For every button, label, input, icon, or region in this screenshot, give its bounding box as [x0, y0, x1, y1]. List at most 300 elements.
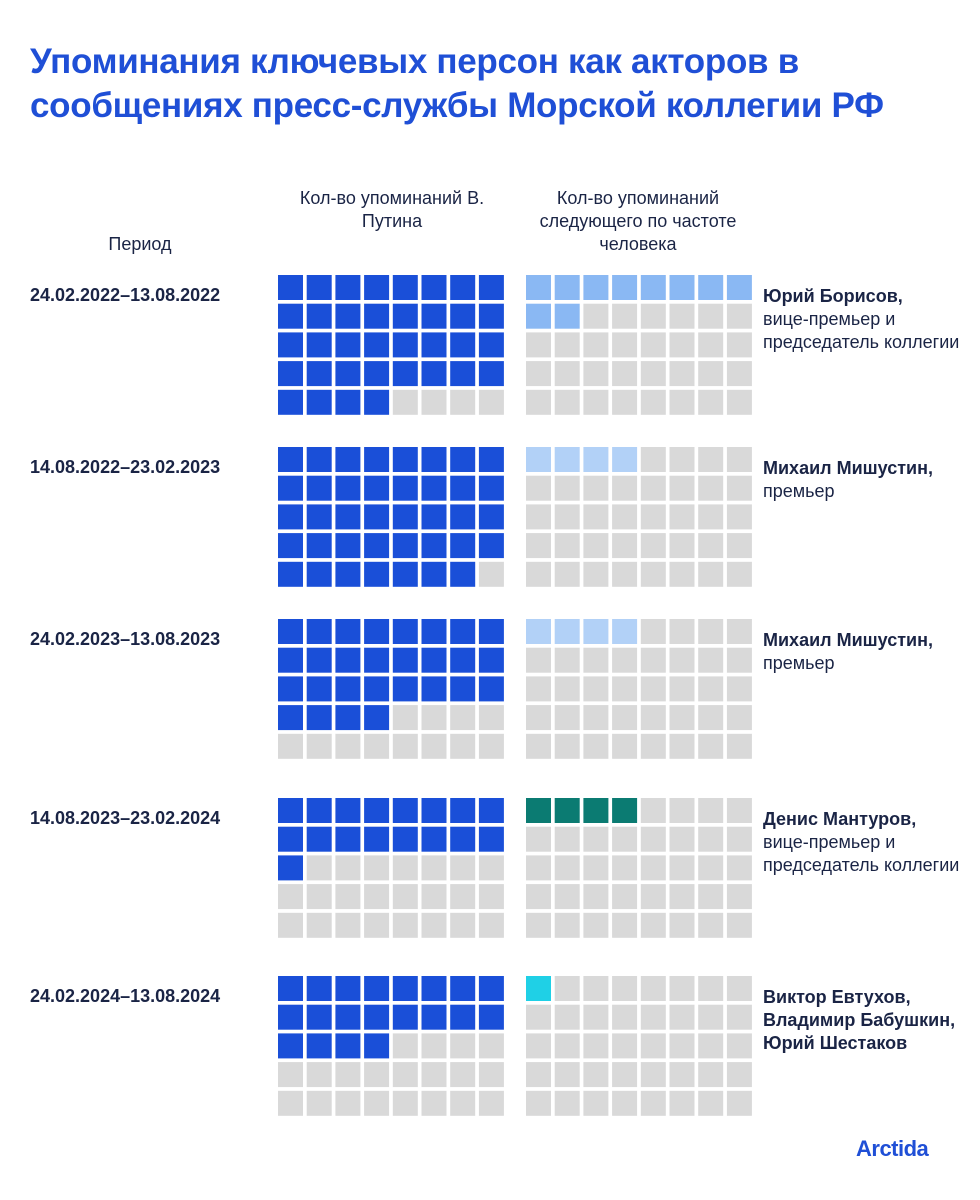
empty-cell	[670, 361, 695, 386]
empty-cell	[555, 390, 580, 415]
empty-cell	[641, 676, 666, 701]
putin-mention-cell	[335, 390, 360, 415]
empty-cell	[422, 390, 447, 415]
empty-cell	[670, 562, 695, 587]
empty-cell	[364, 855, 389, 880]
putin-mention-cell	[450, 447, 475, 472]
next-mention-cell	[583, 447, 608, 472]
empty-cell	[727, 390, 752, 415]
empty-cell	[612, 304, 637, 329]
empty-cell	[670, 913, 695, 938]
empty-cell	[727, 332, 752, 357]
putin-mention-cell	[364, 676, 389, 701]
putin-mention-cell	[278, 562, 303, 587]
putin-mention-cell	[335, 304, 360, 329]
empty-cell	[583, 976, 608, 1001]
putin-waffle	[278, 447, 504, 587]
putin-mention-cell	[364, 533, 389, 558]
putin-mention-cell	[422, 619, 447, 644]
putin-mention-cell	[422, 533, 447, 558]
empty-cell	[641, 304, 666, 329]
putin-waffle	[278, 619, 504, 759]
empty-cell	[612, 913, 637, 938]
empty-cell	[612, 976, 637, 1001]
putin-mention-cell	[364, 447, 389, 472]
putin-mention-cell	[335, 827, 360, 852]
empty-cell	[612, 390, 637, 415]
empty-cell	[641, 447, 666, 472]
putin-mention-cell	[393, 619, 418, 644]
empty-cell	[526, 504, 551, 529]
putin-mention-cell	[307, 798, 332, 823]
empty-cell	[727, 562, 752, 587]
putin-mention-cell	[335, 361, 360, 386]
empty-cell	[555, 533, 580, 558]
putin-mention-cell	[450, 648, 475, 673]
empty-cell	[641, 1091, 666, 1116]
putin-mention-cell	[422, 798, 447, 823]
putin-mention-cell	[479, 447, 504, 472]
empty-cell	[641, 332, 666, 357]
empty-cell	[583, 1091, 608, 1116]
putin-mention-cell	[278, 798, 303, 823]
next-person-waffle	[526, 798, 752, 938]
next-mention-cell	[612, 798, 637, 823]
putin-mention-cell	[278, 304, 303, 329]
empty-cell	[335, 1062, 360, 1087]
putin-mention-cell	[278, 332, 303, 357]
putin-mention-cell	[307, 827, 332, 852]
empty-cell	[698, 705, 723, 730]
empty-cell	[583, 648, 608, 673]
empty-cell	[641, 827, 666, 852]
empty-cell	[307, 884, 332, 909]
empty-cell	[612, 855, 637, 880]
putin-mention-cell	[450, 504, 475, 529]
empty-cell	[555, 1062, 580, 1087]
empty-cell	[612, 504, 637, 529]
empty-cell	[526, 734, 551, 759]
putin-mention-cell	[278, 1033, 303, 1058]
empty-cell	[727, 827, 752, 852]
putin-mention-cell	[393, 332, 418, 357]
putin-mention-cell	[335, 562, 360, 587]
empty-cell	[555, 504, 580, 529]
next-mention-cell	[583, 275, 608, 300]
putin-mention-cell	[278, 447, 303, 472]
empty-cell	[641, 798, 666, 823]
putin-mention-cell	[364, 361, 389, 386]
putin-mention-cell	[335, 533, 360, 558]
empty-cell	[583, 913, 608, 938]
putin-mention-cell	[307, 676, 332, 701]
putin-mention-cell	[479, 275, 504, 300]
next-person-waffle	[526, 976, 752, 1116]
putin-mention-cell	[278, 476, 303, 501]
putin-mention-cell	[307, 533, 332, 558]
putin-mention-cell	[278, 855, 303, 880]
empty-cell	[307, 855, 332, 880]
empty-cell	[335, 913, 360, 938]
person-role: премьер	[763, 653, 835, 673]
empty-cell	[422, 913, 447, 938]
empty-cell	[583, 533, 608, 558]
chart-title: Упоминания ключевых персон как акторов в сообщениях пресс-службы Морской коллегии РФ	[30, 42, 884, 125]
empty-cell	[393, 913, 418, 938]
empty-cell	[583, 332, 608, 357]
putin-mention-cell	[422, 648, 447, 673]
putin-mention-cell	[450, 562, 475, 587]
putin-mention-cell	[364, 648, 389, 673]
empty-cell	[278, 913, 303, 938]
putin-mention-cell	[393, 447, 418, 472]
empty-cell	[670, 1005, 695, 1030]
putin-mention-cell	[393, 798, 418, 823]
putin-mention-cell	[479, 676, 504, 701]
putin-mention-cell	[450, 676, 475, 701]
empty-cell	[698, 390, 723, 415]
empty-cell	[583, 1033, 608, 1058]
empty-cell	[727, 504, 752, 529]
empty-cell	[526, 476, 551, 501]
empty-cell	[450, 1062, 475, 1087]
empty-cell	[422, 705, 447, 730]
putin-mention-cell	[364, 275, 389, 300]
empty-cell	[727, 976, 752, 1001]
empty-cell	[670, 648, 695, 673]
putin-mention-cell	[335, 476, 360, 501]
empty-cell	[698, 648, 723, 673]
next-mention-cell	[612, 619, 637, 644]
person-name: Михаил Мишустин,	[763, 458, 933, 478]
empty-cell	[393, 390, 418, 415]
next-mention-cell	[583, 798, 608, 823]
empty-cell	[393, 1062, 418, 1087]
putin-mention-cell	[278, 619, 303, 644]
empty-cell	[641, 884, 666, 909]
empty-cell	[698, 304, 723, 329]
person-name: Денис Мантуров,	[763, 809, 917, 829]
empty-cell	[450, 390, 475, 415]
empty-cell	[670, 332, 695, 357]
empty-cell	[670, 504, 695, 529]
empty-cell	[583, 884, 608, 909]
empty-cell	[698, 827, 723, 852]
putin-mention-cell	[393, 676, 418, 701]
empty-cell	[670, 619, 695, 644]
header-putin-mentions: Кол-во упоминаний В. Путина	[299, 188, 485, 231]
empty-cell	[670, 1033, 695, 1058]
putin-mention-cell	[393, 562, 418, 587]
empty-cell	[555, 734, 580, 759]
putin-mention-cell	[422, 447, 447, 472]
empty-cell	[555, 913, 580, 938]
putin-waffle	[278, 976, 504, 1116]
empty-cell	[698, 332, 723, 357]
empty-cell	[727, 476, 752, 501]
empty-cell	[612, 884, 637, 909]
next-mention-cell	[612, 275, 637, 300]
empty-cell	[698, 1005, 723, 1030]
empty-cell	[450, 734, 475, 759]
empty-cell	[555, 855, 580, 880]
next-mention-cell	[526, 619, 551, 644]
putin-mention-cell	[422, 976, 447, 1001]
empty-cell	[641, 1062, 666, 1087]
empty-cell	[479, 855, 504, 880]
empty-cell	[364, 734, 389, 759]
putin-mention-cell	[335, 705, 360, 730]
empty-cell	[698, 1062, 723, 1087]
empty-cell	[583, 361, 608, 386]
empty-cell	[555, 332, 580, 357]
putin-mention-cell	[307, 1005, 332, 1030]
empty-cell	[727, 1091, 752, 1116]
putin-waffle	[278, 275, 504, 415]
empty-cell	[555, 648, 580, 673]
empty-cell	[727, 798, 752, 823]
empty-cell	[698, 447, 723, 472]
putin-mention-cell	[364, 504, 389, 529]
putin-mention-cell	[450, 361, 475, 386]
empty-cell	[670, 533, 695, 558]
empty-cell	[698, 976, 723, 1001]
putin-mention-cell	[393, 533, 418, 558]
putin-mention-cell	[364, 476, 389, 501]
putin-mention-cell	[479, 361, 504, 386]
header-period: Период	[108, 234, 172, 254]
putin-mention-cell	[479, 476, 504, 501]
empty-cell	[727, 676, 752, 701]
empty-cell	[612, 648, 637, 673]
empty-cell	[479, 562, 504, 587]
header-next-mentions: Кол-во упоминаний следующего по частоте человека	[539, 188, 737, 254]
empty-cell	[727, 648, 752, 673]
empty-cell	[670, 827, 695, 852]
empty-cell	[479, 705, 504, 730]
putin-mention-cell	[422, 304, 447, 329]
empty-cell	[335, 734, 360, 759]
putin-mention-cell	[335, 676, 360, 701]
empty-cell	[727, 447, 752, 472]
period-label: 14.08.2022–23.02.2023	[30, 457, 221, 477]
putin-mention-cell	[450, 1005, 475, 1030]
putin-mention-cell	[479, 976, 504, 1001]
empty-cell	[641, 913, 666, 938]
empty-cell	[555, 1033, 580, 1058]
empty-cell	[479, 734, 504, 759]
period-row	[0, 798, 980, 943]
putin-mention-cell	[393, 648, 418, 673]
putin-mention-cell	[393, 504, 418, 529]
empty-cell	[364, 1062, 389, 1087]
empty-cell	[727, 304, 752, 329]
next-mention-cell	[670, 275, 695, 300]
empty-cell	[698, 855, 723, 880]
putin-mention-cell	[364, 390, 389, 415]
putin-mention-cell	[450, 976, 475, 1001]
putin-mention-cell	[307, 705, 332, 730]
empty-cell	[307, 1062, 332, 1087]
empty-cell	[422, 855, 447, 880]
empty-cell	[727, 734, 752, 759]
empty-cell	[612, 562, 637, 587]
empty-cell	[698, 1091, 723, 1116]
putin-mention-cell	[479, 504, 504, 529]
putin-mention-cell	[479, 648, 504, 673]
putin-mention-cell	[450, 332, 475, 357]
putin-mention-cell	[307, 476, 332, 501]
empty-cell	[583, 855, 608, 880]
empty-cell	[612, 1033, 637, 1058]
putin-mention-cell	[422, 275, 447, 300]
period-row	[0, 619, 980, 764]
empty-cell	[479, 1091, 504, 1116]
next-mention-cell	[526, 275, 551, 300]
putin-mention-cell	[479, 1005, 504, 1030]
empty-cell	[278, 1091, 303, 1116]
empty-cell	[479, 390, 504, 415]
next-person-waffle	[526, 275, 752, 415]
putin-mention-cell	[450, 533, 475, 558]
person-label	[763, 457, 973, 503]
empty-cell	[526, 533, 551, 558]
putin-mention-cell	[278, 705, 303, 730]
person-label	[763, 986, 973, 1055]
empty-cell	[583, 676, 608, 701]
putin-mention-cell	[307, 619, 332, 644]
empty-cell	[641, 533, 666, 558]
putin-mention-cell	[393, 476, 418, 501]
empty-cell	[641, 976, 666, 1001]
empty-cell	[526, 1062, 551, 1087]
empty-cell	[612, 361, 637, 386]
empty-cell	[555, 361, 580, 386]
empty-cell	[641, 476, 666, 501]
empty-cell	[727, 1062, 752, 1087]
empty-cell	[555, 676, 580, 701]
next-mention-cell	[555, 447, 580, 472]
next-mention-cell	[583, 619, 608, 644]
empty-cell	[450, 1033, 475, 1058]
putin-mention-cell	[335, 332, 360, 357]
empty-cell	[583, 304, 608, 329]
putin-mention-cell	[278, 676, 303, 701]
empty-cell	[727, 361, 752, 386]
empty-cell	[422, 1062, 447, 1087]
putin-mention-cell	[364, 562, 389, 587]
putin-mention-cell	[364, 827, 389, 852]
empty-cell	[335, 884, 360, 909]
empty-cell	[670, 476, 695, 501]
putin-mention-cell	[450, 798, 475, 823]
next-person-waffle	[526, 619, 752, 759]
empty-cell	[670, 1062, 695, 1087]
empty-cell	[583, 390, 608, 415]
empty-cell	[727, 1005, 752, 1030]
putin-mention-cell	[393, 1005, 418, 1030]
putin-mention-cell	[393, 275, 418, 300]
putin-mention-cell	[364, 1005, 389, 1030]
putin-mention-cell	[335, 648, 360, 673]
putin-mention-cell	[364, 798, 389, 823]
empty-cell	[422, 1091, 447, 1116]
empty-cell	[698, 884, 723, 909]
empty-cell	[670, 304, 695, 329]
putin-mention-cell	[278, 275, 303, 300]
empty-cell	[583, 562, 608, 587]
putin-mention-cell	[307, 648, 332, 673]
next-mention-cell	[555, 304, 580, 329]
empty-cell	[307, 913, 332, 938]
empty-cell	[583, 1062, 608, 1087]
empty-cell	[583, 734, 608, 759]
putin-mention-cell	[422, 562, 447, 587]
empty-cell	[727, 619, 752, 644]
person-name: Юрий Борисов,	[763, 286, 903, 306]
empty-cell	[727, 884, 752, 909]
putin-mention-cell	[364, 619, 389, 644]
empty-cell	[555, 1091, 580, 1116]
next-mention-cell	[526, 798, 551, 823]
empty-cell	[450, 913, 475, 938]
empty-cell	[526, 855, 551, 880]
empty-cell	[526, 705, 551, 730]
empty-cell	[555, 562, 580, 587]
period-label: 14.08.2023–23.02.2024	[30, 808, 221, 828]
empty-cell	[555, 976, 580, 1001]
putin-mention-cell	[393, 361, 418, 386]
empty-cell	[278, 1062, 303, 1087]
putin-mention-cell	[450, 476, 475, 501]
empty-cell	[641, 562, 666, 587]
next-mention-cell	[526, 304, 551, 329]
next-mention-cell	[698, 275, 723, 300]
putin-mention-cell	[422, 361, 447, 386]
person-label	[763, 808, 973, 877]
empty-cell	[393, 705, 418, 730]
putin-mention-cell	[479, 332, 504, 357]
empty-cell	[612, 676, 637, 701]
putin-mention-cell	[278, 390, 303, 415]
empty-cell	[526, 1091, 551, 1116]
putin-mention-cell	[479, 619, 504, 644]
next-mention-cell	[526, 447, 551, 472]
empty-cell	[670, 855, 695, 880]
putin-mention-cell	[307, 390, 332, 415]
putin-mention-cell	[278, 1005, 303, 1030]
empty-cell	[479, 884, 504, 909]
empty-cell	[583, 1005, 608, 1030]
empty-cell	[555, 827, 580, 852]
empty-cell	[526, 827, 551, 852]
empty-cell	[698, 361, 723, 386]
empty-cell	[526, 390, 551, 415]
empty-cell	[727, 705, 752, 730]
empty-cell	[526, 1033, 551, 1058]
empty-cell	[526, 361, 551, 386]
empty-cell	[670, 1091, 695, 1116]
empty-cell	[393, 884, 418, 909]
empty-cell	[612, 1062, 637, 1087]
empty-cell	[450, 884, 475, 909]
empty-cell	[526, 1005, 551, 1030]
empty-cell	[727, 533, 752, 558]
period-label: 24.02.2022–13.08.2022	[30, 285, 221, 305]
putin-mention-cell	[364, 332, 389, 357]
empty-cell	[479, 1062, 504, 1087]
putin-mention-cell	[307, 504, 332, 529]
